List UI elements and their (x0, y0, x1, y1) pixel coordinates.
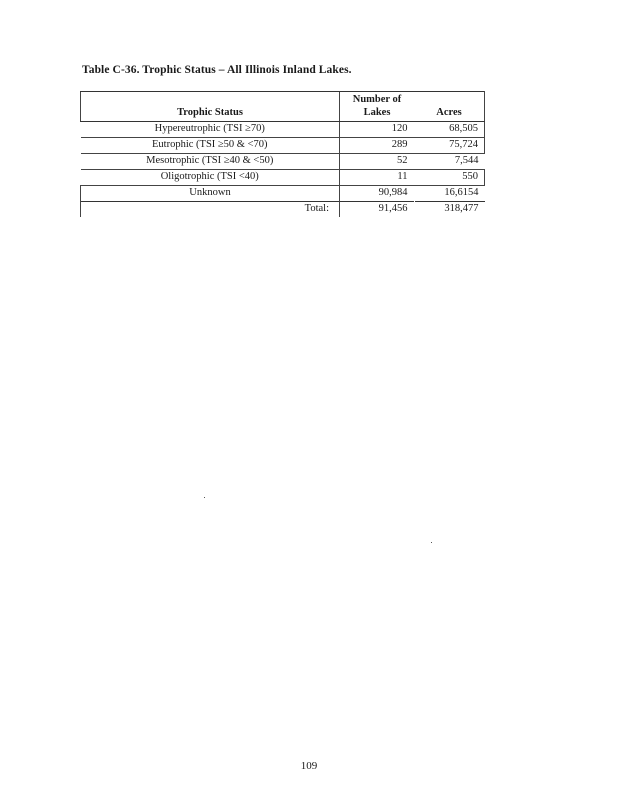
header-acres (414, 92, 485, 122)
row-status: Mesotrophic (TSI ≥40 & <50) (81, 154, 340, 170)
header-acres-label: Acres (436, 107, 462, 118)
scan-speck (431, 542, 432, 543)
row-acres: 68,505 (414, 122, 485, 138)
table-row (81, 170, 485, 186)
row-lakes: 11 (340, 170, 415, 186)
table-row (81, 154, 485, 170)
header-trophic-status (81, 92, 340, 122)
row-status: Eutrophic (TSI ≥50 & <70) (81, 138, 340, 154)
row-lakes: 120 (340, 122, 415, 138)
total-lakes: 91,456 (340, 202, 415, 218)
total-label: Total: (81, 202, 340, 218)
table-row (81, 186, 485, 202)
total-acres: 318,477 (414, 202, 485, 218)
table-caption: Table C-36. Trophic Status – All Illinois Inland Lakes. (82, 64, 352, 76)
row-acres: 550 (414, 170, 485, 186)
header-number-of-lakes (340, 92, 415, 122)
header-trophic-status-label: Trophic Status (177, 107, 243, 118)
header-lakes-line1: Number of (352, 94, 402, 105)
trophic-status-table (80, 91, 485, 217)
trophic-status-table-container (80, 91, 485, 217)
row-lakes: 289 (340, 138, 415, 154)
row-lakes: 90,984 (340, 186, 415, 202)
header-lakes-line2: Lakes (363, 107, 391, 118)
row-acres: 75,724 (414, 138, 485, 154)
page-number: 109 (300, 760, 318, 772)
row-lakes: 52 (340, 154, 415, 170)
row-status: Oligotrophic (TSI <40) (81, 170, 340, 186)
table-row (81, 138, 485, 154)
table-header-row (81, 92, 485, 122)
row-status: Unknown (81, 186, 340, 202)
table-total-row (81, 202, 485, 218)
row-status: Hypereutrophic (TSI ≥70) (81, 122, 340, 138)
row-acres: 7,544 (414, 154, 485, 170)
scan-speck (204, 497, 205, 498)
table-row (81, 122, 485, 138)
row-acres: 16,6154 (444, 187, 479, 198)
